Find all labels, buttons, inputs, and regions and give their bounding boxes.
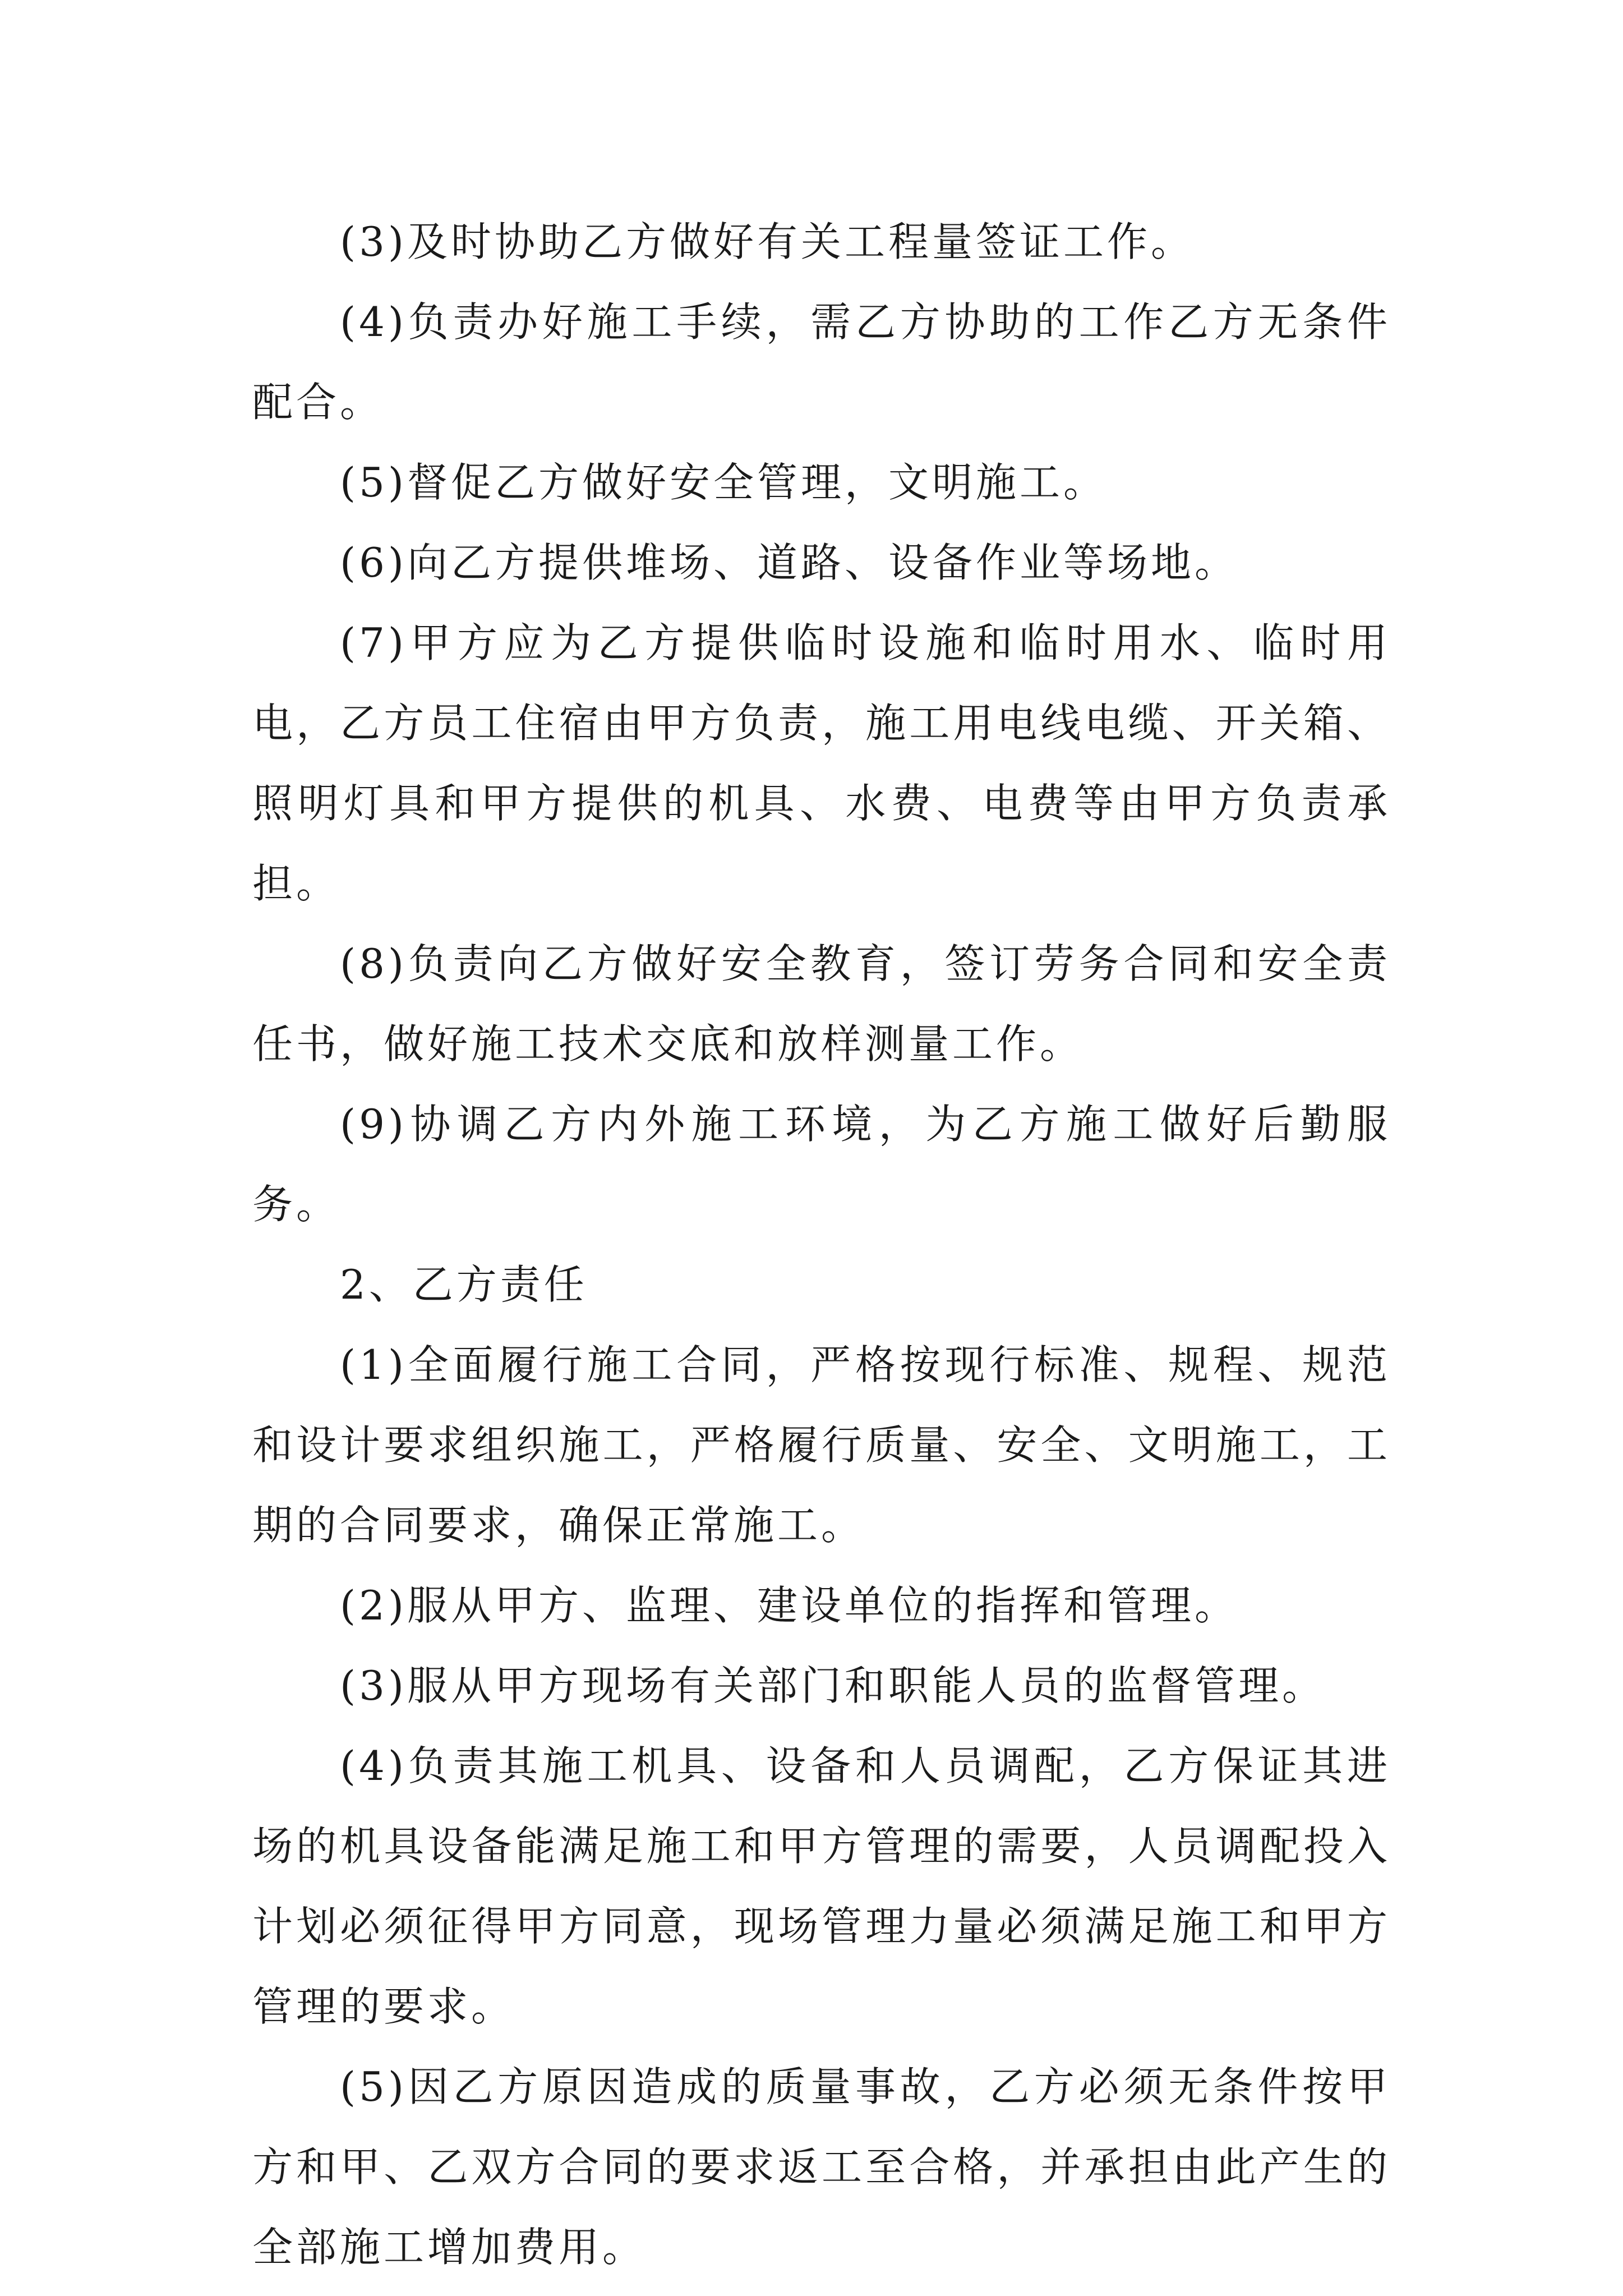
paragraph-party-b-1: (1)全面履行施工合同，严格按现行标准、规程、规范和设计要求组织施工，严格履行质量、安全、文明施工，工期的合同要求，确保正常施工。: [252, 1341, 1391, 1549]
paragraph-party-b-3: (3)服从甲方现场有关部门和职能人员的监督管理。: [340, 1662, 1326, 1709]
section-heading-party-b: 2、乙方责任: [340, 1261, 588, 1308]
paragraph-party-a-5: (5)督促乙方做好安全管理，文明施工。: [340, 459, 1107, 506]
paragraph-party-a-3: (3)及时协助乙方做好有关工程量签证工作。: [340, 218, 1195, 265]
paragraph-party-a-9: (9)协调乙方内外施工环境，为乙方施工做好后勤服务。: [252, 1101, 1391, 1228]
paragraph-party-a-4: (4)负责办好施工手续，需乙方协助的工作乙方无条件配合。: [252, 298, 1391, 426]
paragraph-party-b-4: (4)负责其施工机具、设备和人员调配，乙方保证其进场的机具设备能满足施工和甲方管理的需要，人员调配投入计划必须征得甲方同意，现场管理力量必须满足施工和甲方管理的要求。: [252, 1742, 1391, 2030]
paragraph-party-a-6: (6)向乙方提供堆场、道路、设备作业等场地。: [340, 539, 1238, 586]
paragraph-party-a-7: (7)甲方应为乙方提供临时设施和临时用水、临时用电，乙方员工住宿由甲方负责，施工用电线电缆、开关箱、照明灯具和甲方提供的机具、水费、电费等由甲方负责承担。: [252, 619, 1391, 907]
document-body: [252, 202, 1391, 2288]
paragraph-party-b-5: (5)因乙方原因造成的质量事故，乙方必须无条件按甲方和甲、乙双方合同的要求返工至合格，并承担由此产生的全部施工增加费用。: [252, 2063, 1391, 2271]
paragraph-party-a-8: (8)负责向乙方做好安全教育，签订劳务合同和安全责任书，做好施工技术交底和放样测量工作。: [252, 940, 1391, 1068]
paragraph-party-b-2: (2)服从甲方、监理、建设单位的指挥和管理。: [340, 1582, 1238, 1629]
